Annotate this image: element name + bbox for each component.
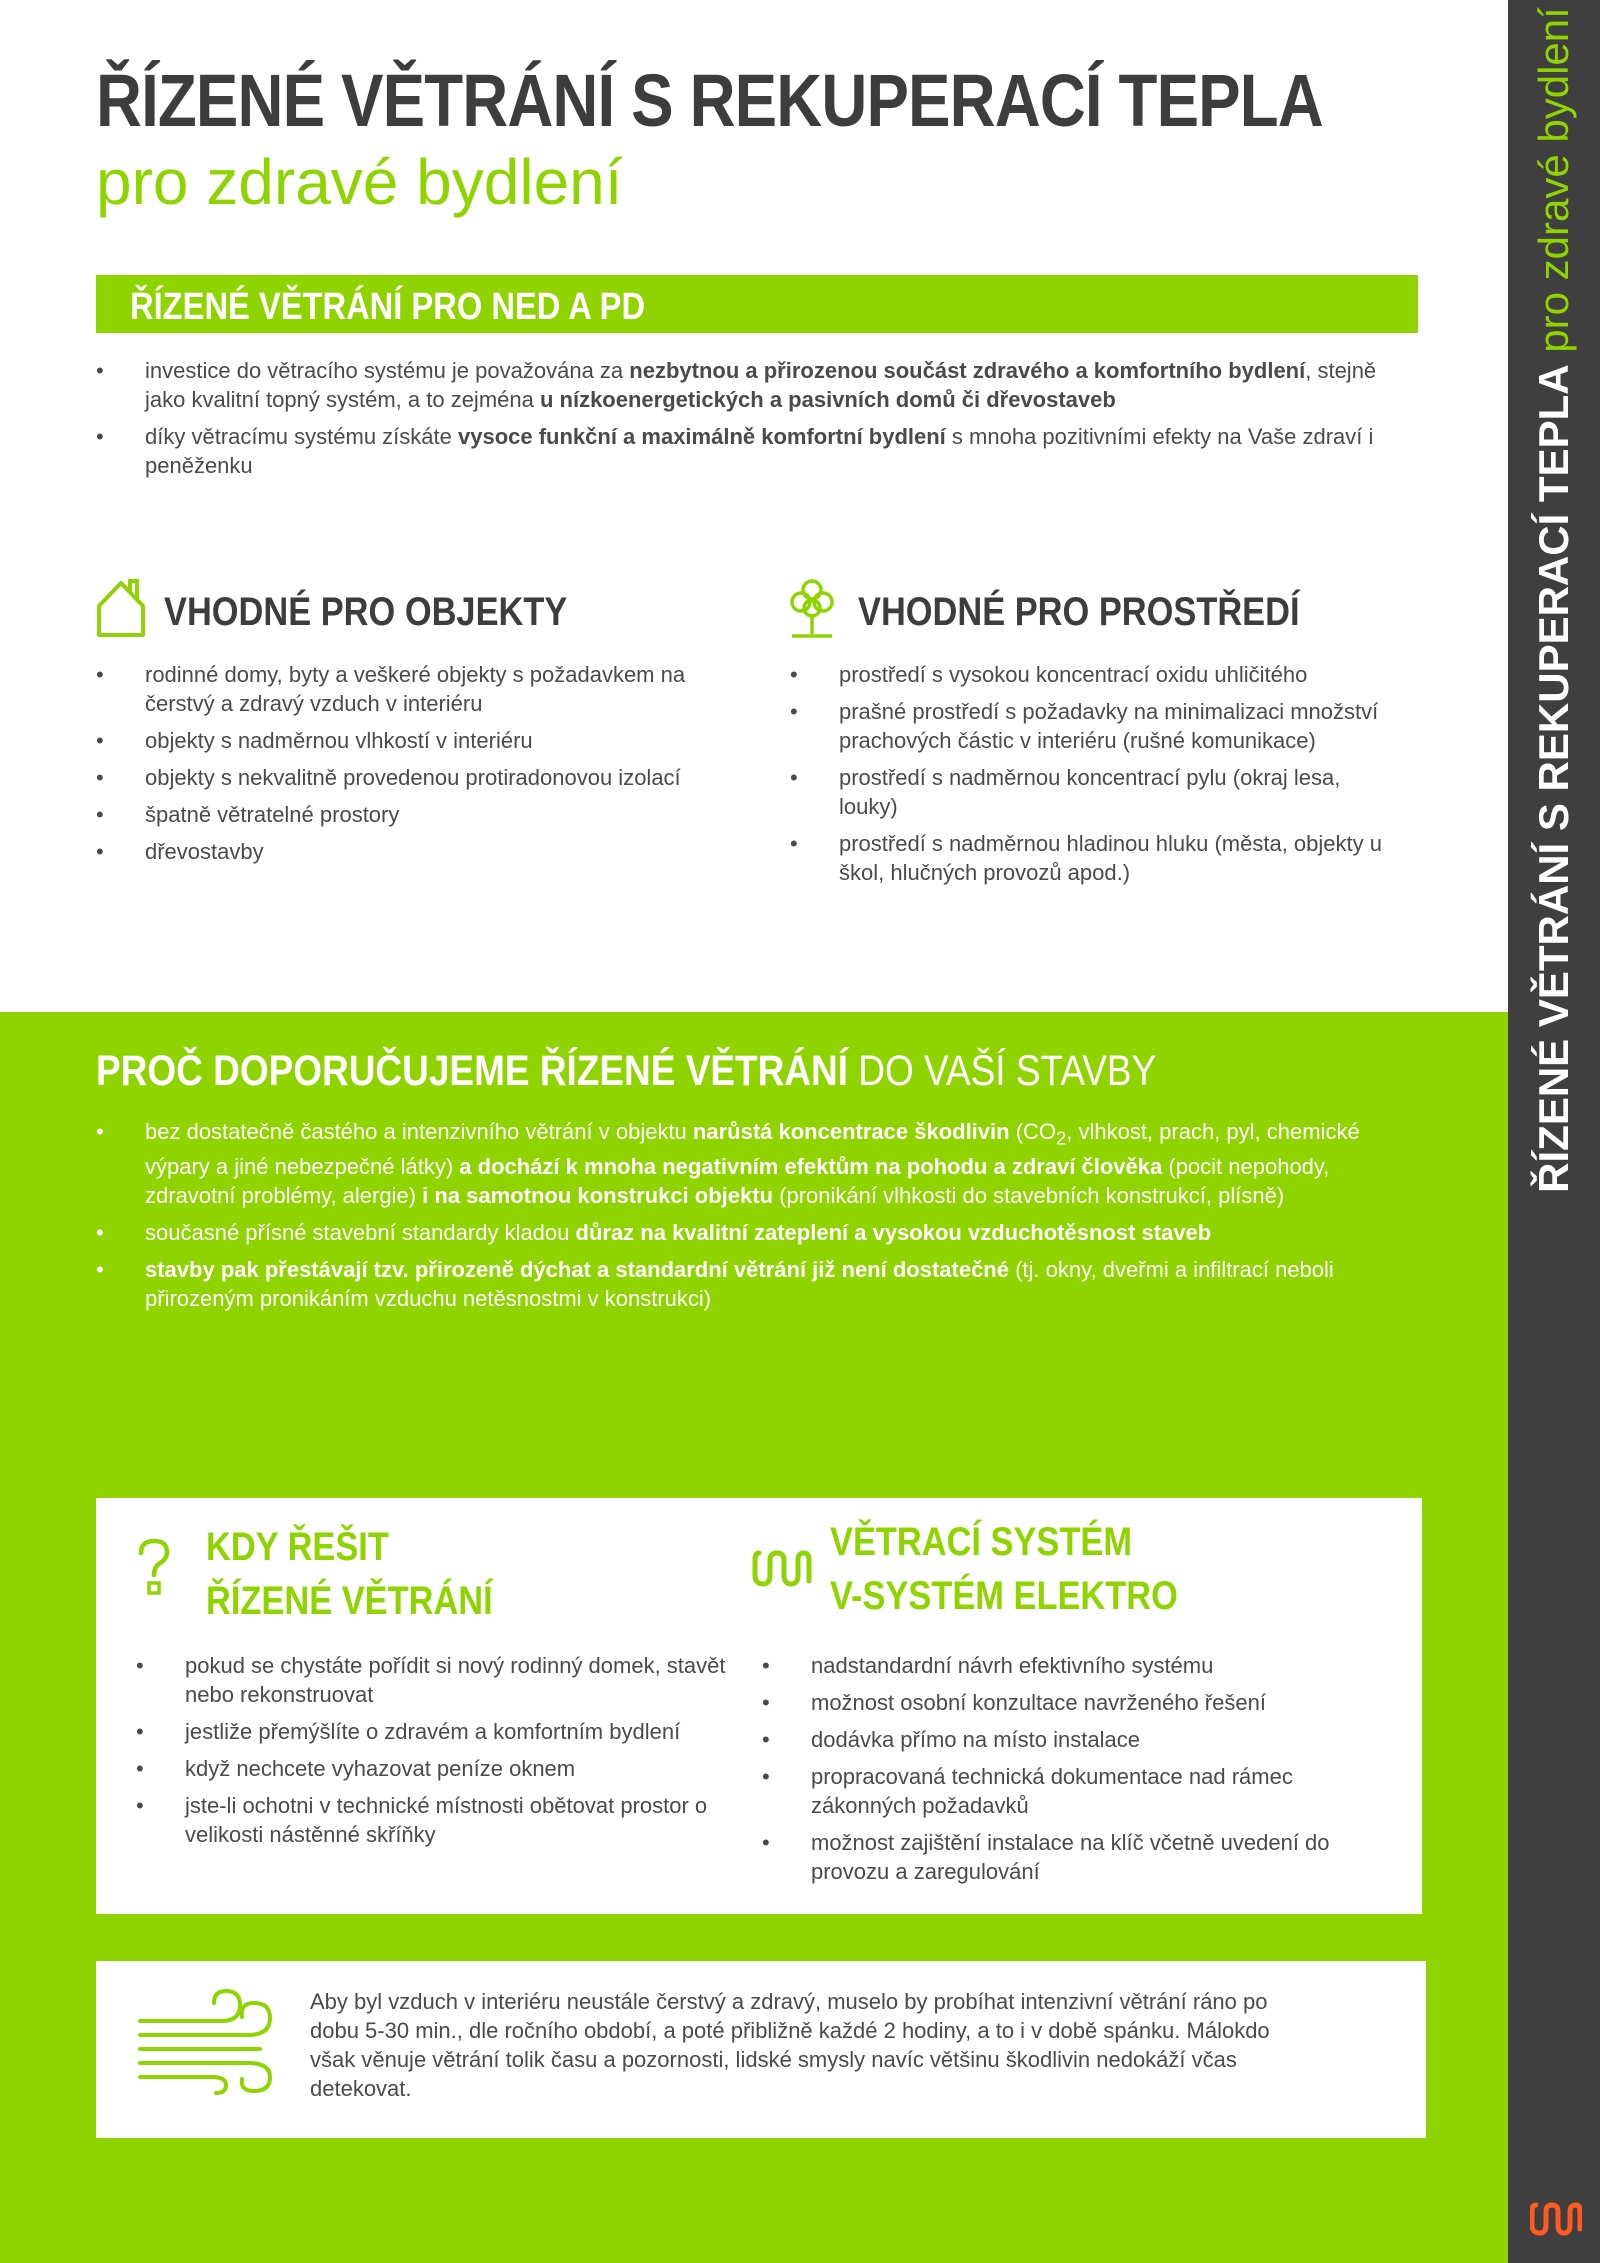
list-item: • pokud se chystáte pořídit si nový rodinný domek, stavět nebo rekonstruovat	[136, 1651, 736, 1709]
list-item	[96, 1255, 1396, 1313]
intro-list	[96, 356, 1396, 488]
side-title-light: pro zdravé bydlení	[1530, 7, 1577, 365]
list-item: • prostředí s nadměrnou koncentrací pylu (okraj lesa, louky)	[790, 763, 1390, 821]
list-item	[96, 356, 1396, 414]
text-run: (pronikání vlhkosti do stavebních konstrukcí, plísně)	[773, 1183, 1285, 1209]
text-run: bez dostatečně častého a intenzivního větrání v objektu	[145, 1119, 693, 1144]
list-item	[96, 1218, 1396, 1247]
list-item: • rodinné domy, byty a veškeré objekty s požadavkem na čerstvý a zdravý vzduch v interiéru	[96, 660, 736, 718]
question-mark-icon	[136, 1537, 172, 1597]
list-item: • prostředí s vysokou koncentrací oxidu uhličitého	[790, 660, 1390, 689]
list-item: • prostředí s nadměrnou hladinou hluku (města, objekty u škol, hlučných provozů apod.)	[790, 829, 1390, 887]
text-run: s mnoha pozitivními efekty na Vaše zdraví i peněženku	[145, 424, 1374, 478]
text-bold: nezbytnou a přirozenou součást zdravého a komfortního bydlení	[629, 358, 1306, 383]
objects-heading: VHODNÉ PRO OBJEKTY	[164, 590, 568, 634]
when-list	[136, 1651, 736, 1857]
text-bold: u nízkoenergetických a pasivních domů či dřevostaveb	[539, 387, 1116, 412]
tree-icon	[786, 578, 838, 640]
text-run: (CO	[1009, 1119, 1057, 1144]
side-title-bold: ŘÍZENÉ VĚTRÁNÍ S REKUPERACÍ TEPLA	[1530, 364, 1577, 1193]
why-list	[96, 1117, 1396, 1321]
page-title: ŘÍZENÉ VĚTRÁNÍ S REKUPERACÍ TEPLA	[96, 59, 1323, 142]
list-item: • dřevostavby	[96, 837, 736, 866]
v-system-logo-icon	[752, 1545, 812, 1591]
system-list	[762, 1651, 1382, 1894]
when-heading-line: ŘÍZENÉ VĚTRÁNÍ	[206, 1579, 493, 1623]
list-item: • jste-li ochotni v technické místnosti obětovat prostor o velikosti nástěnné skříňky	[136, 1791, 736, 1849]
list-item	[96, 1117, 1396, 1210]
text-run: , stejně jako kvalitní topný systém, a to zejména	[145, 358, 1377, 412]
wind-icon	[136, 1985, 276, 2095]
text-run: (tj. okny, dveřmi a infiltrací neboli přirozeným pronikáním vzduchu netěsnostmi v konstrukci)	[145, 1257, 1334, 1312]
why-heading-bold: PROČ DOPORUČUJEME ŘÍZENÉ VĚTRÁNÍ	[96, 1047, 849, 1095]
environment-heading: VHODNÉ PRO PROSTŘEDÍ	[858, 590, 1300, 634]
text-bold: stavby pak přestávají tzv. přirozeně dýchat a standardní větrání již není dostatečné	[145, 1257, 1009, 1283]
list-item: • když nechcete vyhazovat peníze oknem	[136, 1754, 736, 1783]
text-bold: vysoce funkční a maximálně komfortní bydlení	[457, 424, 946, 449]
text-bold: důraz na kvalitní zateplení a vysokou vzduchotěsnost staveb	[575, 1220, 1212, 1246]
when-heading-line: KDY ŘEŠIT	[206, 1525, 389, 1569]
list-item: • prašné prostředí s požadavky na minimalizaci množství prachových částic v interiéru (rušné komunikace)	[790, 697, 1390, 755]
objects-list	[96, 660, 736, 874]
why-heading-light: DO VAŠÍ STAVBY	[848, 1047, 1157, 1095]
text-run: , vlhkost, prach, pyl, chemické výpary a jiné nebezpečné látky)	[145, 1119, 1360, 1180]
list-item: • propracovaná technická dokumentace nad rámec zákonných požadavků	[762, 1762, 1382, 1820]
list-item: • objekty s nekvalitně provedenou protiradonovou izolací	[96, 763, 736, 792]
list-item: • objekty s nadměrnou vlhkostí v interiéru	[96, 726, 736, 755]
text-run: současné přísné stavební standardy kladou	[145, 1220, 576, 1246]
list-item: • možnost zajištění instalace na klíč včetně uvedení do provozu a zaregulování	[762, 1828, 1382, 1886]
when-heading	[206, 1520, 493, 1628]
list-item: • jestliže přemýšlíte o zdravém a komfortním bydlení	[136, 1717, 736, 1746]
section-heading: ŘÍZENÉ VĚTRÁNÍ PRO NED A PD	[130, 286, 646, 328]
note-text: Aby byl vzduch v interiéru neustále čerstvý a zdravý, muselo by probíhat intenzivní větrání ráno po dobu 5-30 min., dle ročního období, a poté přibližně každé 2 hodiny, a to i v době spánku. Málokdo však věnuje větrání tolik času a pozornosti, lidské smysly navíc většinu škodlivin nedokáží včas detekovat.	[310, 1989, 1270, 2101]
system-heading-line: VĚTRACÍ SYSTÉM	[830, 1520, 1132, 1564]
page-subtitle: pro zdravé bydlení	[96, 146, 623, 218]
list-item: • nadstandardní návrh efektivního systému	[762, 1651, 1382, 1680]
text-bold: narůstá koncentrace škodlivin	[692, 1119, 1010, 1144]
environment-list	[790, 660, 1390, 895]
text-run: (pocit nepohody, zdravotní problémy, alergie)	[145, 1154, 1330, 1209]
text-bold: i na samotnou konstrukci objektu	[422, 1183, 774, 1209]
text-run: investice do větracího systému je považována za	[145, 358, 630, 383]
list-item: • dodávka přímo na místo instalace	[762, 1725, 1382, 1754]
text-run: díky větracímu systému získáte	[145, 424, 458, 449]
text-bold: a dochází k mnoha negativním efektům na pohodu a zdraví člověka	[459, 1154, 1163, 1180]
why-heading	[96, 1047, 1157, 1095]
section-bar	[96, 275, 1418, 333]
house-icon	[96, 578, 146, 638]
list-item	[96, 422, 1396, 480]
brand-logo-icon	[1530, 2197, 1582, 2239]
list-item: • špatně větratelné prostory	[96, 800, 736, 829]
text-subscript: 2	[1056, 1127, 1067, 1149]
side-title	[1530, 7, 1577, 1193]
list-item: • možnost osobní konzultace navrženého řešení	[762, 1688, 1382, 1717]
system-heading-line: V-SYSTÉM ELEKTRO	[830, 1574, 1178, 1618]
system-heading	[830, 1515, 1178, 1623]
